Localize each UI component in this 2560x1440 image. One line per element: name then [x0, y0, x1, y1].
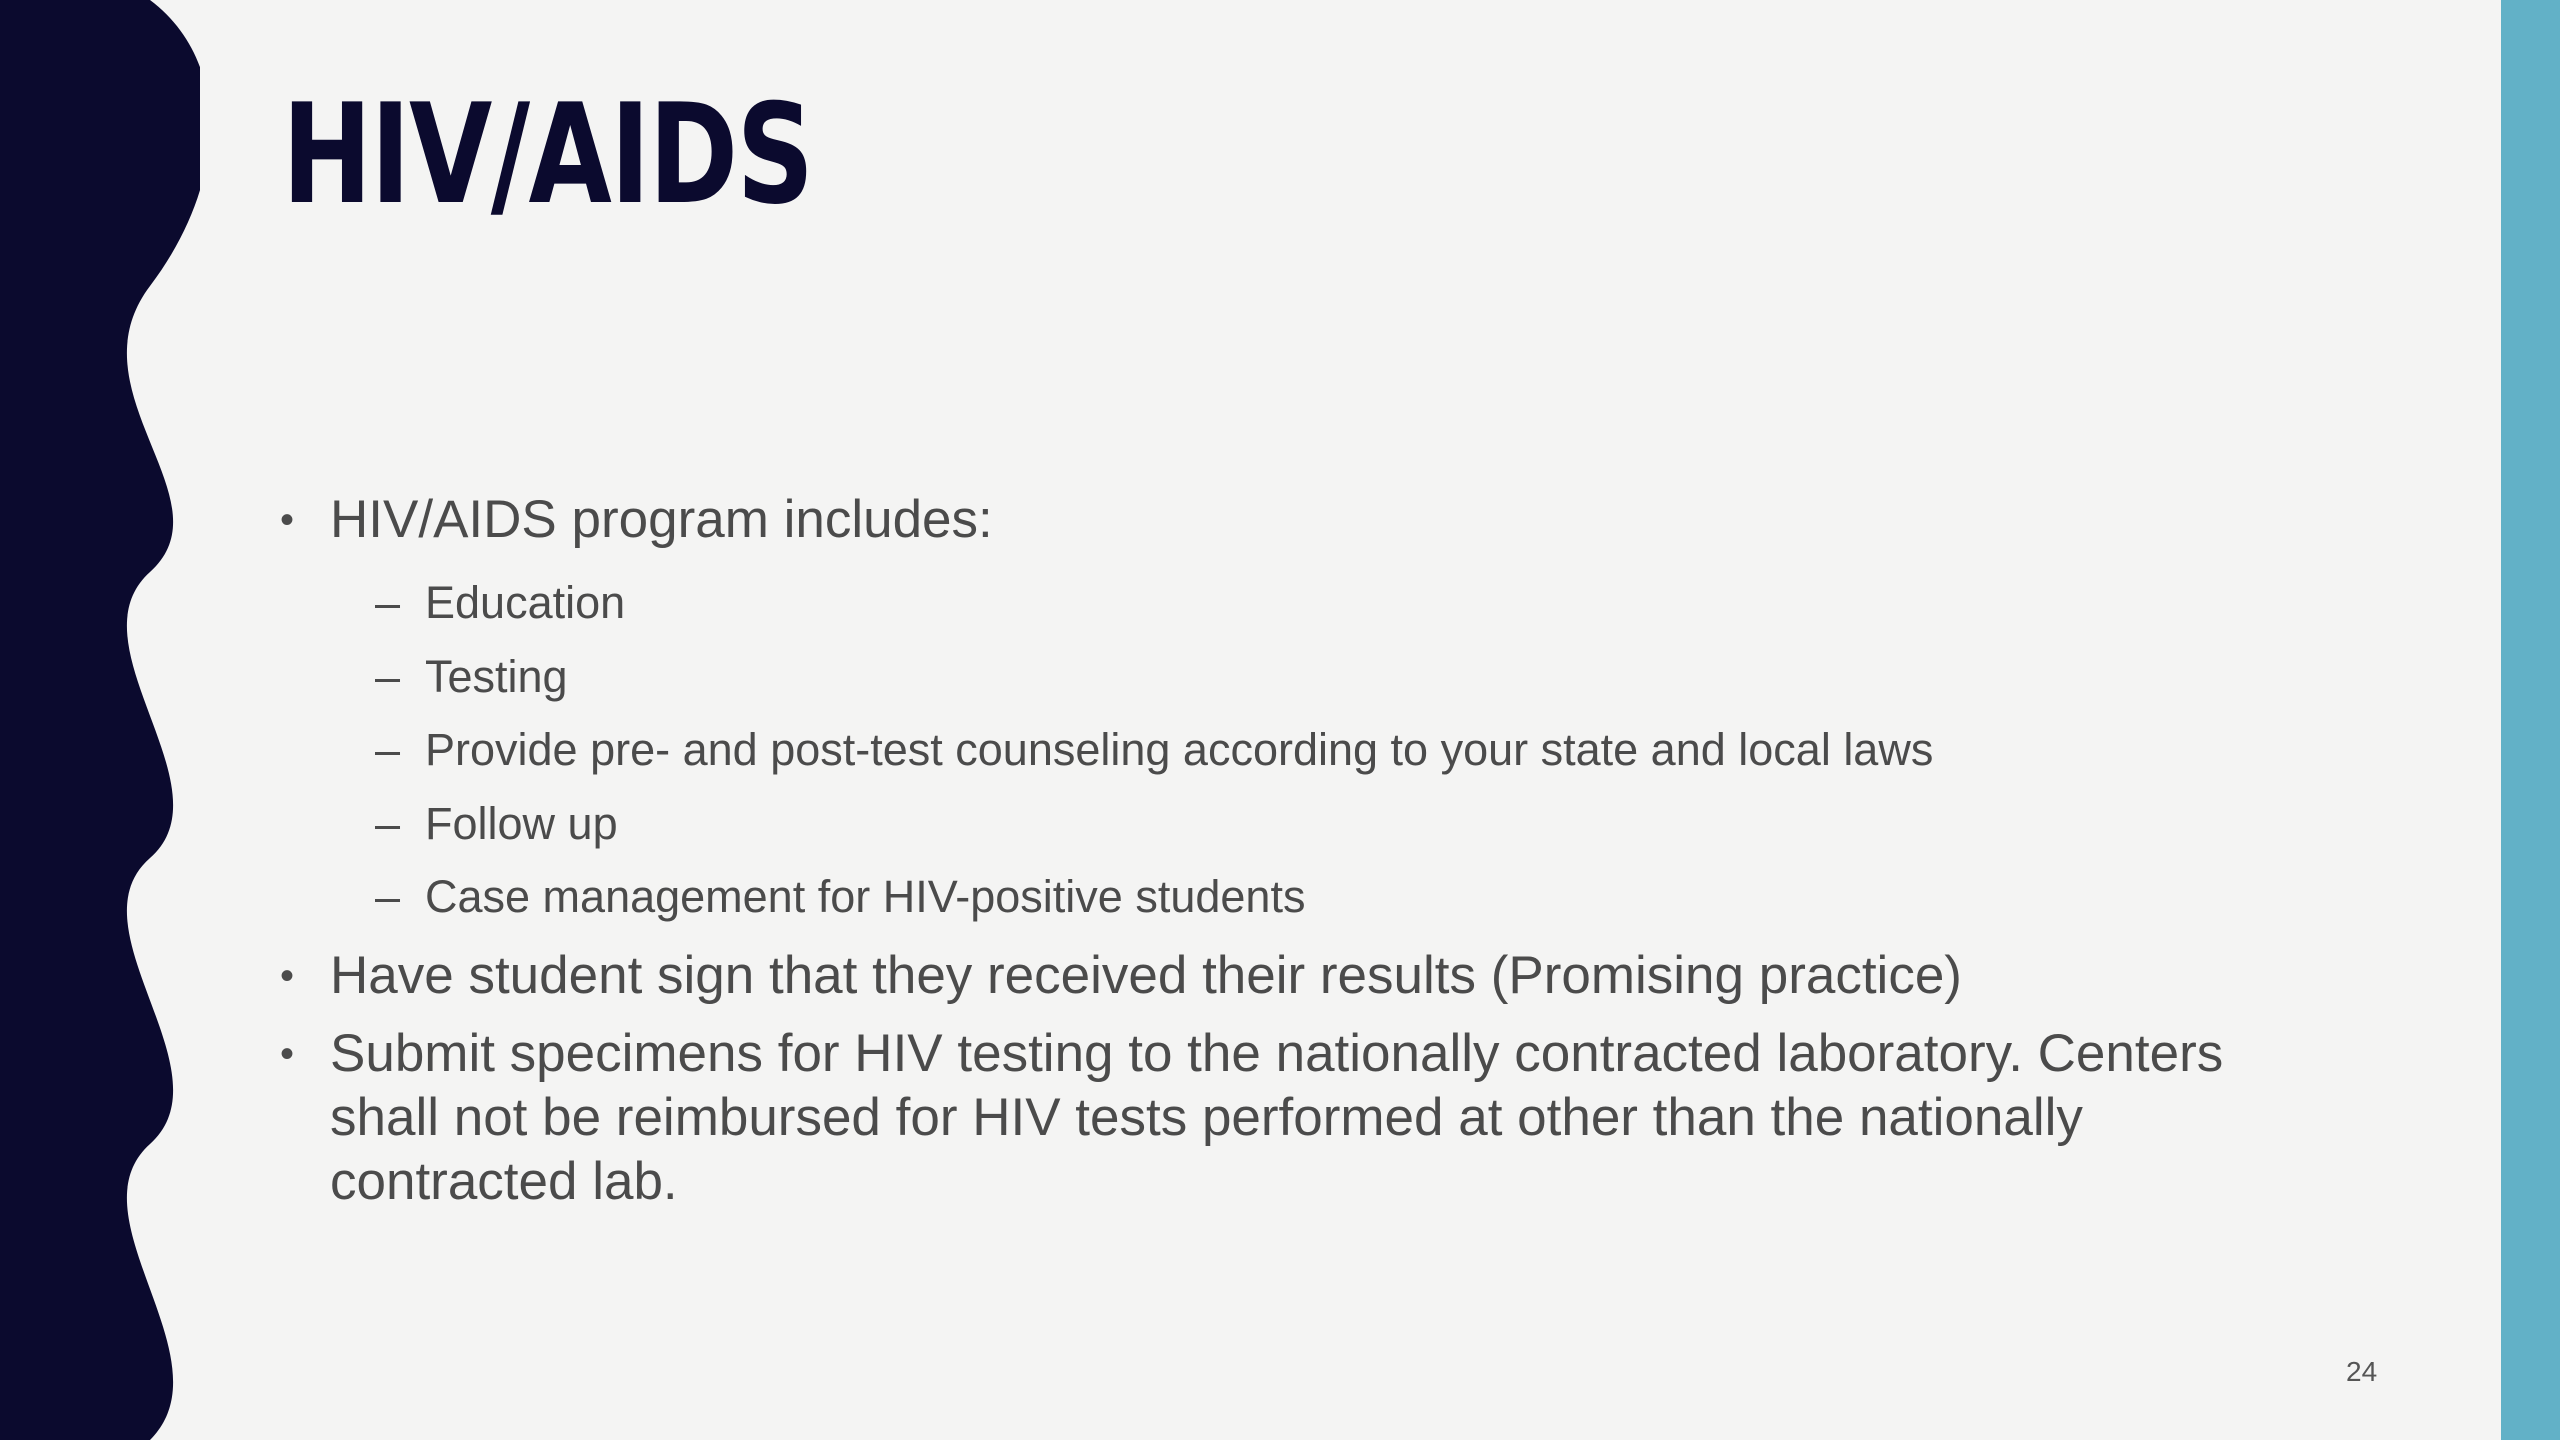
sub-bullet-text: Education — [425, 577, 626, 628]
slide-number: 24 — [2346, 1356, 2378, 1387]
sub-bullet-item — [280, 860, 2300, 934]
bullet-item — [280, 944, 2300, 1008]
dash-icon: – — [375, 797, 401, 849]
sub-bullet-list — [280, 566, 2300, 934]
bullet-icon: • — [280, 953, 295, 998]
sub-bullet-item — [280, 640, 2300, 714]
slide-title: HIV/AIDS — [282, 74, 813, 235]
right-accent-bar — [2501, 0, 2560, 1440]
bullet-text: Have student sign that they received their results (Promising practice) — [330, 945, 1962, 1005]
sub-bullet-item — [280, 713, 2300, 787]
wave-shape — [0, 0, 200, 1440]
sub-bullet-text: Follow up — [425, 797, 618, 849]
wavy-left-border — [0, 0, 200, 1440]
bullet-item — [280, 488, 2300, 552]
sub-bullet-item — [280, 787, 2300, 861]
bullet-text: HIV/AIDS program includes: — [330, 490, 993, 549]
sub-bullet-text: Testing — [425, 650, 568, 702]
slide-body — [280, 488, 2300, 1228]
bullet-item — [280, 1022, 2300, 1214]
dash-icon: – — [375, 577, 401, 628]
sub-bullet-text: Case management for HIV-positive students — [425, 871, 1306, 922]
bullet-icon: • — [280, 1031, 295, 1076]
sub-bullet-item — [280, 566, 2300, 640]
dash-icon: – — [375, 724, 401, 775]
dash-icon: – — [375, 650, 401, 702]
bullet-icon: • — [280, 498, 295, 542]
bullet-text: Submit specimens for HIV testing to the nationally contracted laboratory. Centers shall not be reimbursed for HIV tests performed at other than the nationally contracted lab. — [330, 1023, 2224, 1211]
dash-icon: – — [375, 871, 401, 922]
sub-bullet-text: Provide pre- and post-test counseling according to your state and local laws — [425, 724, 1934, 775]
